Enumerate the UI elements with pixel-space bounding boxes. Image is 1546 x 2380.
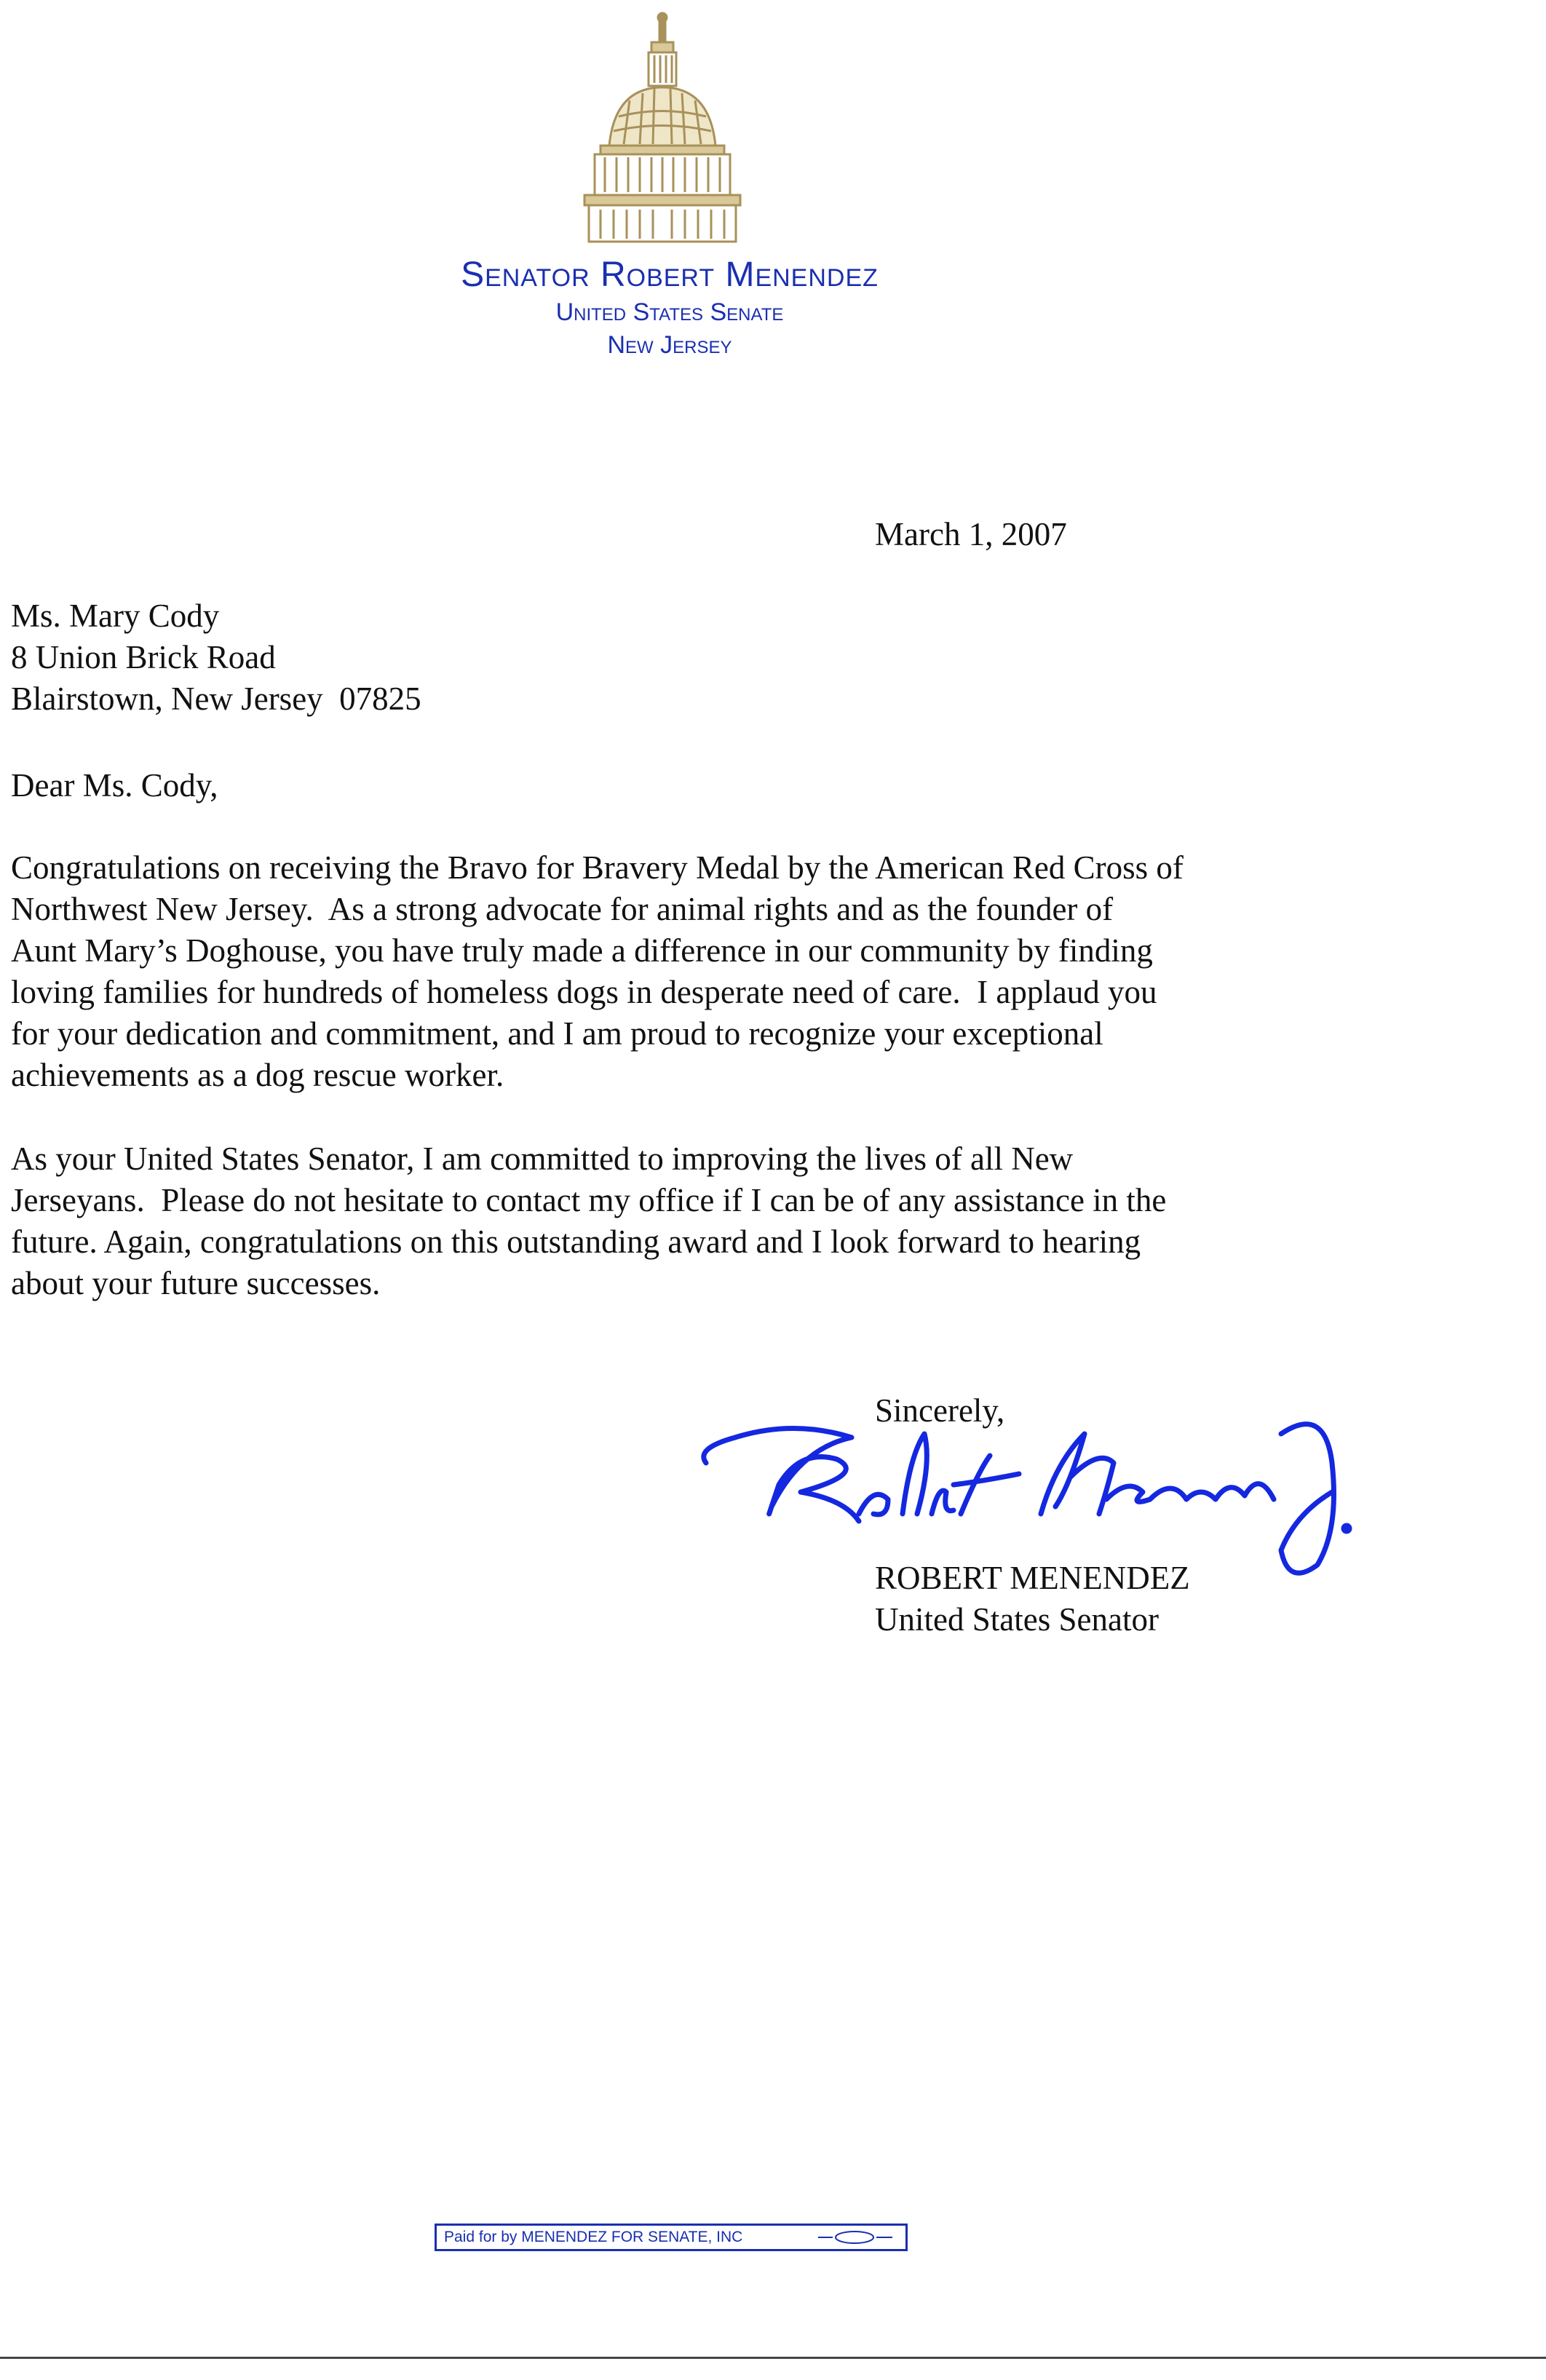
- letterhead-senate: United States Senate: [555, 298, 784, 326]
- letterhead-state: New Jersey: [607, 331, 732, 359]
- page-edge-rule: [0, 2357, 1546, 2359]
- recipient-name: Ms. Mary Cody: [11, 598, 220, 634]
- salutation: Dear Ms. Cody,: [11, 767, 218, 804]
- body-line: about your future successes.: [11, 1265, 381, 1301]
- body-line: achievements as a dog rescue worker.: [11, 1057, 504, 1093]
- body-line: for your dedication and commitment, and I am proud to recognize your exceptional: [11, 1015, 1103, 1052]
- body-line: Congratulations on receiving the Bravo for Bravery Medal by the American Red Cross of: [11, 849, 1184, 886]
- letterhead-name: Senator Robert Menendez: [461, 255, 879, 294]
- campaign-disclaimer-box: [435, 2224, 908, 2251]
- body-line: future. Again, congratulations on this outstanding award and I look forward to hearing: [11, 1223, 1141, 1260]
- recipient-address: [11, 595, 421, 720]
- handwritten-signature: [691, 1405, 1361, 1652]
- body-line: As your United States Senator, I am committed to improving the lives of all New: [11, 1141, 1074, 1177]
- recipient-street: 8 Union Brick Road: [11, 639, 276, 675]
- body-line: Jerseyans. Please do not hesitate to contact my office if I can be of any assistance in the: [11, 1182, 1167, 1218]
- union-bug-icon: [811, 2230, 898, 2245]
- recipient-city-line: Blairstown, New Jersey 07825: [11, 681, 421, 717]
- capitol-dome-icon: [579, 7, 746, 247]
- body-line: Northwest New Jersey. As a strong advocate for animal rights and as the founder of: [11, 891, 1114, 927]
- body-paragraph-2: [11, 1138, 1166, 1304]
- body-paragraph-1: [11, 847, 1184, 1096]
- signatory-name: ROBERT MENENDEZ: [875, 1560, 1190, 1596]
- body-line: loving families for hundreds of homeless dogs in desperate need of care. I applaud you: [11, 974, 1157, 1010]
- signatory-title: United States Senator: [875, 1601, 1159, 1638]
- letter-date: March 1, 2007: [875, 516, 1067, 552]
- body-line: Aunt Mary’s Doghouse, you have truly made a difference in our community by finding: [11, 932, 1153, 969]
- closing: Sincerely,: [875, 1392, 1005, 1429]
- campaign-disclaimer: Paid for by MENENDEZ FOR SENATE, INC: [444, 2229, 743, 2245]
